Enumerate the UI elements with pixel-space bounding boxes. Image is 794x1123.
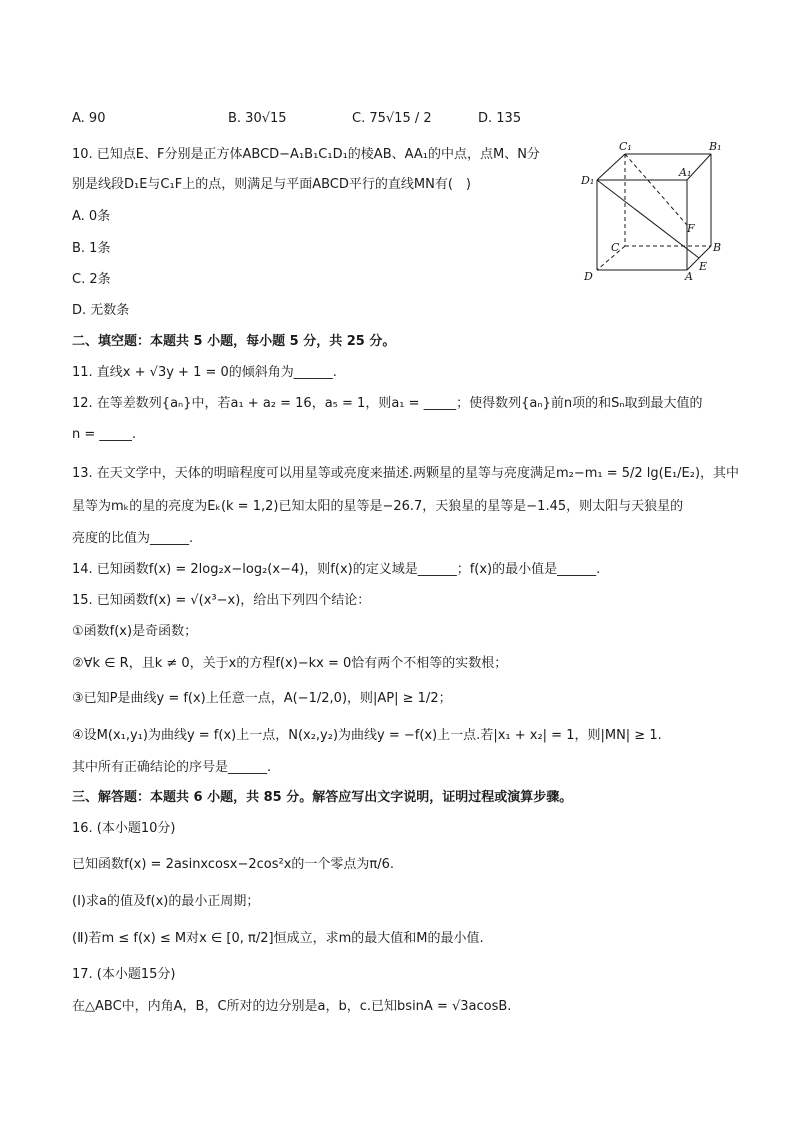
q9-option-c: C. 75√15 / 2 xyxy=(352,111,432,126)
q10-option-b: B. 1条 xyxy=(72,241,111,256)
q9-option-a: A. 90 xyxy=(72,111,106,126)
label-d1: D₁ xyxy=(581,174,595,187)
cube-diagram xyxy=(575,140,735,290)
q14: 14. 已知函数f(x) = 2log₂x−log₂(x−4)，则f(x)的定义域是______；f(x)的最小值是______. xyxy=(72,562,601,577)
q15-line1: 15. 已知函数f(x) = √(x³−x)，给出下列四个结论： xyxy=(72,593,371,608)
q16-stem: 已知函数f(x) = 2asinxcosx−2cos²x的一个零点为π/6. xyxy=(72,857,395,872)
label-b: B xyxy=(713,241,722,254)
section2-title: 二、填空题：本题共 5 小题，每小题 5 分，共 25 分。 xyxy=(72,334,396,349)
q10-stem-line2: 别是线段D₁E与C₁F上的点，则满足与平面ABCD平行的直线MN有( ) xyxy=(72,177,471,192)
q12-line1: 12. 在等差数列{aₙ}中，若a₁ + a₂ = 16，a₅ = 1，则a₁ = _____；使得数列{aₙ}前n项的和Sₙ取到最大值的 xyxy=(72,396,703,411)
label-a: A xyxy=(685,270,693,283)
section3-title: 三、解答题：本题共 6 小题，共 85 分。解答应写出文字说明，证明过程或演算步骤。 xyxy=(72,790,573,805)
q15-conclusion-1: ①函数f(x)是奇函数； xyxy=(72,624,198,639)
q16-head: 16. (本小题10分) xyxy=(72,821,176,836)
segment-c1-f xyxy=(625,154,687,225)
q12-line2: n = _____. xyxy=(72,427,137,442)
label-c1: C₁ xyxy=(619,140,632,153)
q16-part2: (Ⅱ)若m ≤ f(x) ≤ M对x ∈ [0, π/2]恒成立，求m的最大值和M的最小值. xyxy=(72,931,484,946)
label-a1: A₁ xyxy=(679,166,692,179)
q11: 11. 直线x + √3y + 1 = 0的倾斜角为______. xyxy=(72,365,337,380)
q10-stem-line1: 10. 已知点E、F分别是正方体ABCD−A₁B₁C₁D₁的棱AB、AA₁的中点，点M、N分 xyxy=(72,147,540,162)
q9-option-b: B. 30√15 xyxy=(228,111,287,126)
q15-conclusion-4: ④设M(x₁,y₁)为曲线y = f(x)上一点，N(x₂,y₂)为曲线y = −f(x)上一点.若|x₁ + x₂| = 1，则|MN| ≥ 1. xyxy=(72,728,662,743)
label-d: D xyxy=(584,270,593,283)
q15-conclusion-3: ③已知P是曲线y = f(x)上任意一点，A(−1/2,0)，则|AP| ≥ 1/2； xyxy=(72,691,452,706)
q10-option-c: C. 2条 xyxy=(72,272,111,287)
q15-tail: 其中所有正确结论的序号是______. xyxy=(72,760,272,775)
q10-option-a: A. 0条 xyxy=(72,209,111,224)
q10-option-d: D. 无数条 xyxy=(72,303,130,318)
cube-figure xyxy=(575,140,735,290)
q16-part1: (Ⅰ)求a的值及f(x)的最小正周期； xyxy=(72,894,260,909)
label-e: E xyxy=(699,260,708,273)
q17-stem: 在△ABC中，内角A，B，C所对的边分别是a，b，c.已知bsinA = √3acosB. xyxy=(72,999,512,1014)
q13-line3: 亮度的比值为______. xyxy=(72,531,194,546)
edge-d1-c1 xyxy=(597,154,625,180)
q9-option-d: D. 135 xyxy=(478,111,522,126)
label-b1: B₁ xyxy=(709,140,722,153)
label-c: C xyxy=(611,241,620,254)
q13-line1: 13. 在天文学中，天体的明暗程度可以用星等或亮度来描述.两颗星的星等与亮度满足m₂−m₁ = 5/2 lg(E₁/E₂)，其中 xyxy=(72,466,740,481)
q13-line2: 星等为mₖ的星的亮度为Eₖ(k = 1,2)已知太阳的星等是−26.7，天狼星的星等是−1.45，则太阳与天狼星的 xyxy=(72,499,684,514)
label-f: F xyxy=(687,222,695,235)
q17-head: 17. (本小题15分) xyxy=(72,967,176,982)
q15-conclusion-2: ②∀k ∈ R，且k ≠ 0，关于x的方程f(x)−kx = 0恰有两个不相等的实数根； xyxy=(72,656,508,671)
